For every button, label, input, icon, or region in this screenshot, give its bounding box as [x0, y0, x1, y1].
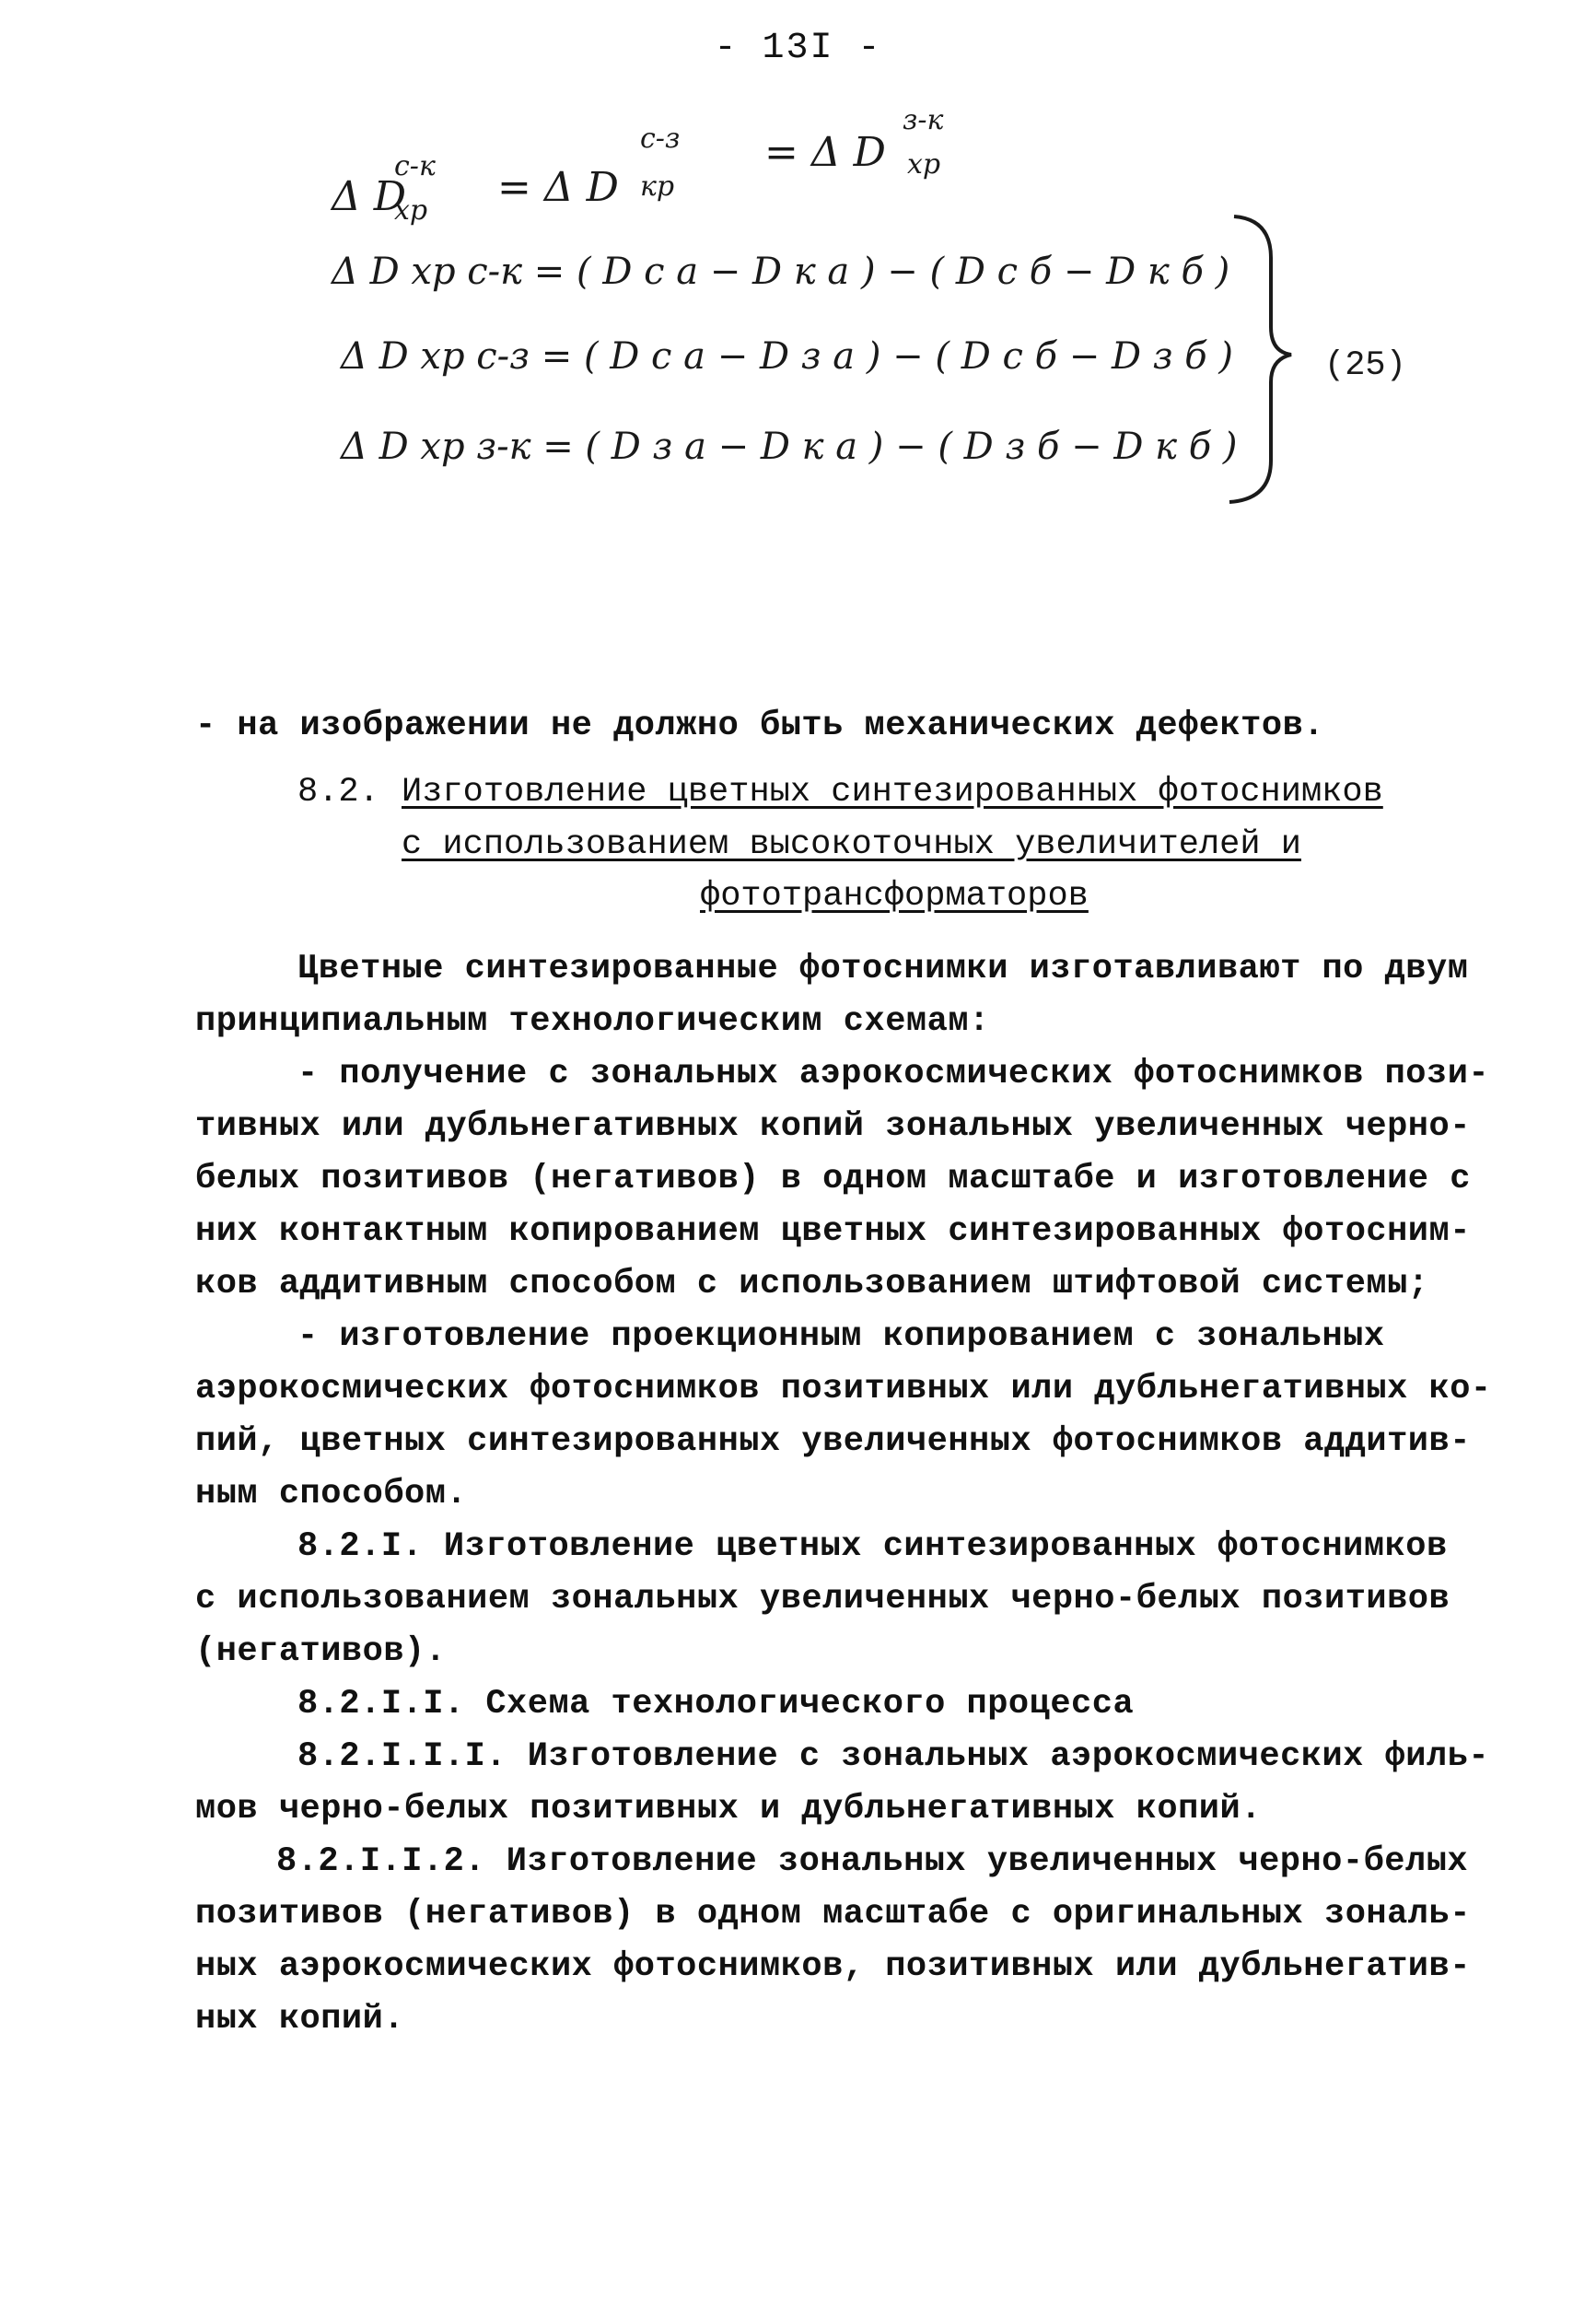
section-title-line-1: Изготовление цветных синтезированных фотоснимков: [402, 773, 1383, 812]
section-8-2-1-1: 8.2.I.I. Схема технологического процесса: [297, 1685, 1135, 1724]
section-title-line-2: с использованием высокоточных увеличителей и: [402, 825, 1301, 864]
formula-line1-lhs: Δ D: [332, 173, 407, 220]
paragraph-3-line-1: - изготовление проекционным копированием с зональных: [297, 1317, 1385, 1356]
section-8-2-1-1-2-line-2: позитивов (негативов) в одном масштабе с оригинальных зональ-: [195, 1895, 1471, 1934]
paragraph-2-line-4: них контактным копированием цветных синтезированных фотосним-: [195, 1212, 1471, 1251]
paragraph-2-line-2: тивных или дубльнегативных копий зональных увеличенных черно-: [195, 1107, 1471, 1146]
handwritten-formula-25: [313, 101, 1455, 525]
formula-line1-lhs-sup: с-к: [394, 150, 436, 182]
section-8-2-1-1-2-line-3: ных аэрокосмических фотоснимков, позитивных или дубльнегатив-: [195, 1947, 1471, 1986]
formula-drawing: [313, 101, 1455, 525]
page-number: - 13I -: [714, 28, 882, 69]
paragraph-2-line-1: - получение с зональных аэрокосмических фотоснимков пози-: [297, 1055, 1490, 1093]
section-number: 8.2.: [297, 773, 379, 812]
formula-line1-rhs: = Δ D: [764, 129, 886, 176]
paragraph-2-line-3: белых позитивов (негативов) в одном масштабе и изготовление с: [195, 1160, 1471, 1198]
formula-line1-mid: = Δ D: [497, 164, 619, 211]
paragraph-1-line-1: Цветные синтезированные фотоснимки изготавливают по двум: [297, 950, 1469, 988]
section-8-2-1-line-1: 8.2.I. Изготовление цветных синтезированных фотоснимков: [297, 1527, 1448, 1566]
section-8-2-1-line-2: с использованием зональных увеличенных черно-белых позитивов: [195, 1580, 1450, 1618]
section-8-2-1-line-3: (негативов).: [195, 1632, 447, 1671]
formula-line1-rhs-sup: з-к: [903, 104, 944, 136]
paragraph-2-line-5: ков аддитивным способом с использованием штифтовой системы;: [195, 1265, 1429, 1303]
section-8-2-1-1-1-line-2: мов черно-белых позитивных и дубльнегативных копий.: [195, 1790, 1262, 1829]
paragraph-3-line-2: аэрокосмических фотоснимков позитивных или дубльнегативных ко-: [195, 1370, 1492, 1408]
formula-line2: Δ D хр с-к = ( D с а − D к а ) − ( D с б − D к б ): [332, 251, 1230, 293]
equation-number: (25): [1324, 346, 1406, 385]
formula-line1-lhs-sub: хр: [394, 194, 428, 227]
section-8-2-1-1-2-line-1: 8.2.I.I.2. Изготовление зональных увеличенных черно-белых: [276, 1842, 1469, 1881]
defects-line: - на изображении не должно быть механических дефектов.: [195, 707, 1324, 745]
section-8-2-1-1-2-line-4: ных копий.: [195, 2000, 405, 2039]
formula-line1-mid-sup: с-з: [640, 123, 681, 155]
section-8-2-1-1-1-line-1: 8.2.I.I.I. Изготовление с зональных аэрокосмических филь-: [297, 1737, 1490, 1776]
paragraph-1-line-2: принципиальным технологическим схемам:: [195, 1002, 990, 1041]
section-title-line-3: фототрансформаторов: [700, 877, 1089, 916]
formula-line1-rhs-sub: хр: [907, 148, 941, 181]
right-brace-icon: [1229, 216, 1291, 502]
formula-line4: Δ D хр з-к = ( D з а − D к а ) − ( D з б − D к б ): [341, 426, 1238, 468]
paragraph-3-line-4: ным способом.: [195, 1475, 468, 1513]
formula-line1-mid-sub: кр: [640, 170, 675, 203]
paragraph-3-line-3: пий, цветных синтезированных увеличенных фотоснимков аддитив-: [195, 1422, 1471, 1461]
formula-line3: Δ D хр с-з = ( D с а − D з а ) − ( D с б − D з б ): [341, 335, 1234, 378]
